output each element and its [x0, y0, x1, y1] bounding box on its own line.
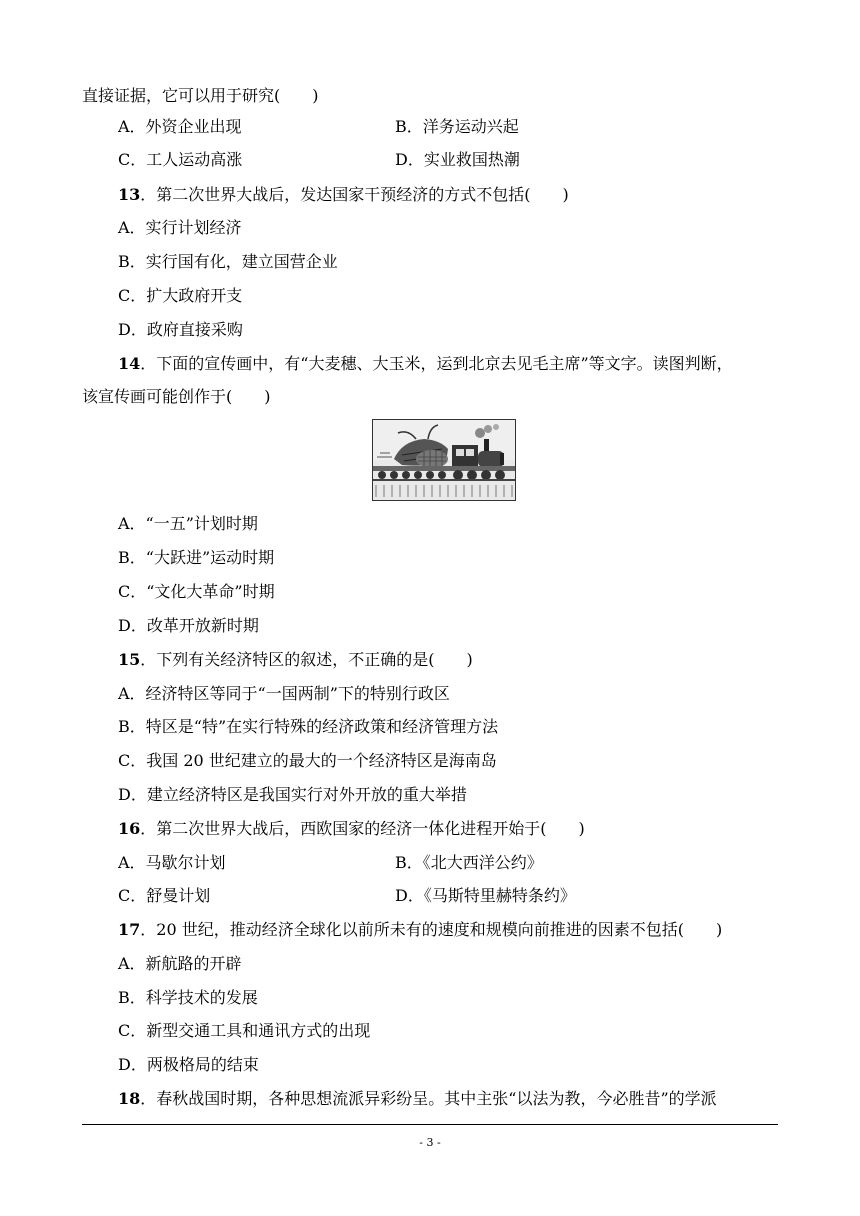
- page-number: - 3 -: [419, 1136, 441, 1149]
- q14-stem-line1: [118, 354, 733, 374]
- q16-option-a: A．马歇尔计划: [118, 853, 226, 872]
- q18-number: 18: [118, 1089, 141, 1108]
- q15-option-b: B．特区是“特”在实行特殊的经济政策和经济管理方法: [118, 717, 499, 736]
- q17-stem-text: ．20 世纪，推动经济全球化以前所未有的速度和规模向前推进的因素不包括( ): [140, 920, 723, 939]
- footer-divider: [82, 1124, 778, 1125]
- q13-option-a: A．实行计划经济: [118, 218, 242, 237]
- q12-option-d: D．实业救国热潮: [395, 150, 520, 169]
- q14-option-c: C．“文化大革命”时期: [118, 582, 275, 601]
- q16-stem-text: ．第二次世界大战后，西欧国家的经济一体化进程开始于( ): [140, 819, 585, 838]
- q16-stem: [118, 819, 585, 839]
- q13-number: 13: [118, 185, 141, 204]
- q14-stem-line2: 该宣传画可能创作于( ): [82, 387, 271, 406]
- q15-stem-text: ．下列有关经济特区的叙述，不正确的是( ): [140, 650, 473, 669]
- q13-stem: [118, 185, 569, 205]
- q15-option-a: A．经济特区等同于“一国两制”下的特别行政区: [118, 684, 450, 703]
- q16-option-d: D．《马斯特里赫特条约》: [395, 886, 576, 905]
- q15-option-d: D．建立经济特区是我国实行对外开放的重大举措: [118, 785, 467, 804]
- q16-option-b: B．《北大西洋公约》: [395, 853, 543, 872]
- propaganda-poster-image: [372, 419, 516, 501]
- q14-option-a: A．“一五”计划时期: [118, 514, 258, 533]
- q18-stem: [118, 1089, 717, 1109]
- q13-option-d: D．政府直接采购: [118, 320, 243, 339]
- continued-question-stem: 直接证据，它可以用于研究( ): [82, 86, 319, 105]
- q15-option-c: C．我国 20 世纪建立的最大的一个经济特区是海南岛: [118, 751, 497, 770]
- q16-option-c: C．舒曼计划: [118, 886, 211, 905]
- q15-number: 15: [118, 650, 141, 669]
- q16-number: 16: [118, 819, 141, 838]
- q14-number: 14: [118, 354, 141, 373]
- q13-stem-text: ．第二次世界大战后，发达国家干预经济的方式不包括( ): [140, 185, 569, 204]
- q18-stem-text: ．春秋战国时期，各种思想流派异彩纷呈。其中主张“以法为教，今必胜昔”的学派: [140, 1089, 717, 1108]
- q17-option-b: B．科学技术的发展: [118, 988, 258, 1007]
- q14-option-d: D．改革开放新时期: [118, 616, 259, 635]
- q14-stem-text: ．下面的宣传画中，有“大麦穗、大玉米，运到北京去见毛主席”等文字。读图判断，: [140, 354, 733, 373]
- q17-stem: [118, 920, 722, 940]
- q12-option-c: C．工人运动高涨: [118, 150, 243, 169]
- q12-option-b: B．洋务运动兴起: [395, 117, 519, 136]
- q17-option-c: C．新型交通工具和通讯方式的出现: [118, 1021, 371, 1040]
- q17-option-d: D．两极格局的结束: [118, 1055, 259, 1074]
- q17-number: 17: [118, 920, 141, 939]
- q14-option-b: B．“大跃进”运动时期: [118, 548, 275, 567]
- q17-option-a: A．新航路的开辟: [118, 954, 242, 973]
- q12-option-a: A．外资企业出现: [118, 117, 242, 136]
- q13-option-b: B．实行国有化，建立国营企业: [118, 252, 338, 271]
- q13-option-c: C．扩大政府开支: [118, 286, 243, 305]
- q15-stem: [118, 650, 473, 670]
